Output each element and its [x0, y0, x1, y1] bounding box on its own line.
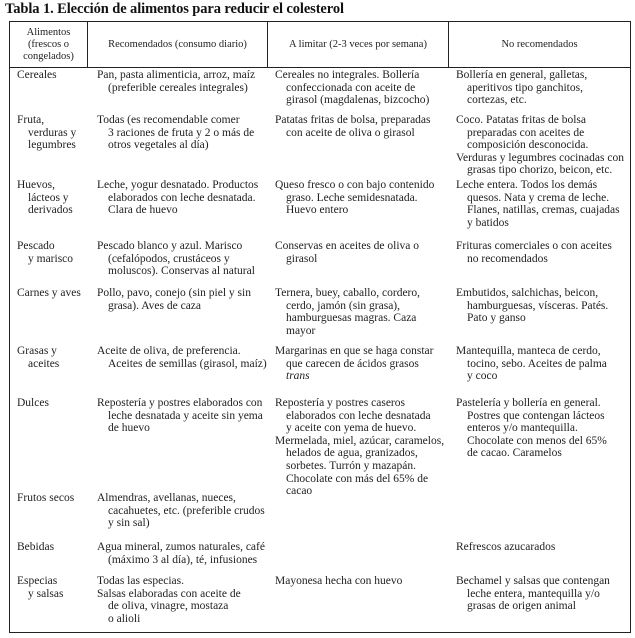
cell-line: Pollo, pavo, conejo (sin piel y sin [97, 287, 251, 299]
cell-line: hamburguesas magras. Caza [286, 312, 417, 325]
cell-line: Huevos, [17, 179, 56, 191]
cell-recommended [97, 240, 267, 278]
cell-line: Queso fresco o con bajo contenido [275, 179, 435, 191]
cell-category [17, 397, 89, 410]
cell-line: elaborados con leche desnatada. [108, 191, 256, 204]
cell-line: leche desnatada y aceite sin yema [108, 409, 263, 422]
cell-line: Almendras, avellanas, nueces, [97, 492, 236, 504]
cell-line: girasol (magdalenas, bizcocho) [286, 94, 430, 107]
cell-line: girasol [286, 252, 318, 265]
cell-recommended [97, 114, 267, 152]
cell-line: Pan, pasta alimenticia, arroz, maíz [97, 69, 256, 81]
cell-line: Ternera, buey, caballo, cordero, [275, 287, 420, 299]
cell-line: con aceite de oliva o girasol [286, 126, 415, 139]
cell-category [17, 287, 89, 300]
cell-line: Margarinas en que se haga constar [275, 345, 434, 357]
cell-line: Frutos secos [17, 492, 75, 504]
cell-line: Bechamel y salsas que contengan [456, 575, 610, 587]
cell-recommended [97, 541, 267, 566]
cell-recommended [97, 69, 267, 94]
cell-line: Grasas y [17, 345, 57, 357]
cell-line: Repostería y postres caseros [275, 397, 405, 409]
cell-line: graso. Leche semidesnatada. [286, 191, 418, 204]
cell-line: Aceite de oliva, de preferencia. [97, 345, 241, 357]
cell-category [17, 240, 89, 265]
header-not-recommended [449, 22, 630, 67]
cell-limit [275, 69, 450, 107]
header-line: Alimentos [26, 26, 71, 38]
cell-line: legumbres [28, 139, 76, 152]
cell-line: composición desconocida. [467, 139, 589, 152]
cell-line: Refrescos azucarados [456, 541, 556, 553]
cell-recommended [97, 575, 267, 625]
header-foods-text [23, 27, 74, 63]
cell-line: Pescado blanco y azul. Marisco [97, 240, 243, 252]
cell-not-recommended [456, 114, 631, 177]
cell-limit [275, 397, 450, 498]
header-recommended-text [108, 39, 247, 51]
cell-line: grasas tipo chorizo, beicon, etc. [467, 164, 613, 177]
cell-line: Postres que contengan lácteos [467, 409, 605, 422]
cell-line: Dulces [17, 397, 49, 409]
cell-line: hamburguesas, vísceras. Patés. [467, 299, 609, 312]
cell-limit [275, 114, 450, 139]
cell-line: y salsas [28, 587, 64, 600]
cell-limit [275, 240, 450, 265]
cell-line: Huevo entero [286, 204, 349, 217]
cell-recommended [97, 345, 267, 370]
cell-not-recommended [456, 69, 631, 107]
table-title: Tabla 1. Elección de alimentos para reducir el colesterol [5, 1, 344, 17]
cell-line: verduras y [28, 126, 77, 139]
cell-line: lácteos y [28, 191, 69, 204]
cell-limit [275, 287, 450, 337]
cell-line: moluscos). Conservas al natural [108, 265, 255, 278]
cell-line: Clara de huevo [108, 204, 178, 217]
cell-line: cacahuetes, etc. (preferible crudos [108, 504, 265, 517]
header-line: (frescos o [27, 38, 70, 50]
cell-not-recommended [456, 287, 631, 325]
cell-line: Leche entera. Todos los demás [456, 179, 598, 191]
cell-line: de huevo [108, 422, 150, 435]
cell-category [17, 575, 89, 600]
cell-category [17, 492, 89, 505]
cell-limit [275, 345, 450, 383]
header-line: No recomendados [501, 38, 578, 50]
cell-line: o alioli [108, 612, 141, 625]
cell-line: aceites [28, 357, 60, 370]
cell-limit [275, 179, 450, 217]
cell-line: Chocolate con menos del 65% [467, 434, 607, 447]
header-limit-text [289, 39, 427, 51]
cell-limit [275, 575, 450, 588]
cell-line: de oliva, vinagre, mostaza [108, 600, 229, 613]
header-line: congelados) [23, 50, 74, 62]
cell-line: 3 raciones de fruta y 2 o más de [108, 126, 255, 139]
cell-line: cerdo, jamón (sin grasa), [286, 299, 401, 312]
cell-line: Pato y ganso [467, 312, 526, 325]
cell-line: Agua mineral, zumos naturales, café [97, 541, 265, 553]
cell-line: Coco. Patatas fritas de bolsa [456, 114, 586, 126]
cell-category [17, 114, 89, 152]
cell-not-recommended [456, 575, 631, 613]
cell-line: otros vegetales al día) [108, 139, 209, 152]
cell-line: que carecen de ácidos grasos [286, 357, 419, 370]
cell-line: Embutidos, salchichas, beicon, [456, 287, 599, 299]
cell-recommended [97, 179, 267, 217]
cell-line: derivados [28, 204, 73, 217]
cell-recommended [97, 492, 267, 530]
cell-line: y aceite con yema de huevo. [286, 422, 417, 435]
cell-not-recommended [456, 397, 631, 460]
cell-not-recommended [456, 541, 631, 554]
cell-line: grasas de origen animal [467, 600, 576, 613]
cell-line: Mermelada, miel, azúcar, caramelos, [275, 434, 445, 447]
cell-line: y sin sal) [108, 517, 150, 530]
cell-line: elaborados con leche desnatada [286, 409, 431, 422]
cell-line: Mayonesa hecha con huevo [275, 575, 403, 587]
cell-line: y marisco [28, 252, 74, 265]
cell-line: preparadas con aceites de [467, 126, 585, 139]
cell-not-recommended [456, 240, 631, 265]
cell-category [17, 179, 89, 217]
cell-line: Pastelería y bollería en general. [456, 397, 601, 409]
cell-line: Fruta, [17, 114, 45, 126]
cell-line: no recomendados [467, 252, 548, 265]
table-header [10, 22, 630, 68]
cell-line: Leche, yogur desnatado. Productos [97, 179, 259, 191]
header-foods [10, 22, 88, 67]
cell-line: Cereales [17, 69, 57, 81]
cell-line: (preferible cereales integrales) [108, 81, 248, 94]
header-limit [268, 22, 449, 67]
cell-line: quesos. Nata y crema de leche. [467, 191, 610, 204]
header-not-recommended-text [501, 39, 577, 51]
cell-line: (cefalópodos, crustáceos y [108, 252, 230, 265]
cell-line: Conservas en aceites de oliva o [275, 240, 420, 252]
cell-category [17, 345, 89, 370]
cell-line: enteros y/o mantequilla. [467, 422, 578, 435]
cell-line: Salsas elaboradas con aceite de [97, 587, 241, 600]
cell-line: sorbetes. Turrón y mazapán. [286, 459, 416, 472]
cell-line: leche entera, mantequilla y/o [467, 587, 600, 600]
cell-line: helados de agua, granizados, [286, 447, 418, 460]
cell-line: trans [286, 370, 310, 383]
cell-line: Todas (es recomendable comer [97, 114, 240, 126]
cell-line: Pescado [17, 240, 55, 252]
cell-line: Mantequilla, manteca de cerdo, [456, 345, 601, 357]
cell-line: Bollería en general, galletas, [456, 69, 588, 81]
cell-line: Chocolate con más del 65% de [286, 472, 429, 485]
cell-line: confeccionada con aceite de [286, 81, 416, 94]
header-recommended [88, 22, 268, 67]
cell-line: Patatas fritas de bolsa, preparadas [275, 114, 431, 126]
cell-recommended [97, 397, 267, 435]
cell-category [17, 69, 89, 82]
cell-line: grasa). Aves de caza [108, 299, 202, 312]
cell-category [17, 541, 89, 554]
header-line: A limitar (2-3 veces por semana) [289, 38, 427, 50]
cell-line: Verduras y legumbres cocinadas con [456, 151, 624, 164]
cell-line: Repostería y postres elaborados con [97, 397, 263, 409]
cell-line: aperitivos tipo ganchitos, [467, 81, 583, 94]
cell-line: tocino, sebo. Aceites de palma [467, 357, 607, 370]
cell-line: Carnes y aves [17, 287, 81, 299]
cell-line: mayor [286, 324, 316, 337]
food-choice-table [9, 21, 631, 633]
header-line: Recomendados (consumo diario) [108, 38, 247, 50]
cell-line: Todas las especias. [97, 575, 185, 587]
cell-line: (máximo 3 al día), té, infusiones [108, 553, 258, 566]
cell-not-recommended [456, 345, 631, 383]
cell-line: Bebidas [17, 541, 55, 553]
cell-line: y coco [467, 370, 498, 383]
cell-line: Especias [17, 575, 58, 587]
cell-not-recommended [456, 179, 631, 229]
cell-line: cacao [286, 485, 313, 498]
cell-recommended [97, 287, 267, 312]
cell-line: y batidos [467, 216, 509, 229]
cell-line: cortezas, etc. [467, 94, 527, 107]
cell-line: Aceites de semillas (girasol, maíz) [108, 357, 267, 370]
cell-line: Flanes, natillas, cremas, cuajadas [467, 204, 620, 217]
cell-line: de cacao. Caramelos [467, 447, 562, 460]
cell-line: Cereales no integrales. Bollería [275, 69, 420, 81]
cell-line: Frituras comerciales o con aceites [456, 240, 612, 252]
